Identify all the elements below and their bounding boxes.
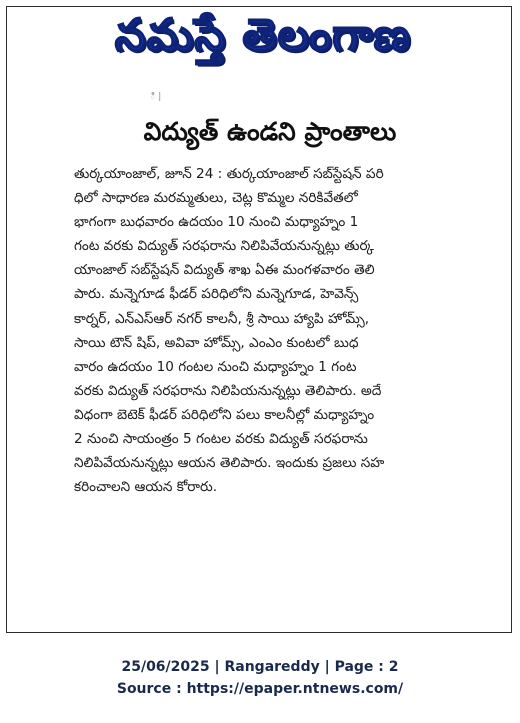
cut-text-fragment: ి|: [150, 92, 165, 102]
article-line: పారు. మన్నెగూడ ఫీడర్‌ పరిధిలోని మన్నెగూడ, హెవెన్స్‌: [74, 286, 359, 303]
article-line: వారం ఉదయం 10 గంటల నుంచి మధ్యాహ్నం 1 గంట: [74, 358, 357, 375]
article-headline: విద్యుత్‌ ఉండని ప్రాంతాలు: [143, 117, 397, 146]
newspaper-masthead-logo: నమస్తే తెలంగాణ: [114, 10, 412, 61]
source-url: Source : https://epaper.ntnews.com/: [116, 681, 404, 697]
article-line: విధంగా బెటెక్‌ ఫీడర్‌ పరిధిలోని పలు కాలనీల్లో మధ్యాహ్నం: [74, 406, 375, 423]
article-line: సాయి టౌన్‌ షిప్‌, అవివా హోమ్స్‌, ఎంఎం కుంటలో బుధ: [74, 334, 359, 351]
article-line: భాగంగా బుధవారం ఉదయం 10 నుంచి మధ్యాహ్నం 1: [74, 214, 359, 231]
article-body: [74, 162, 494, 499]
article-line: కార్నర్‌, ఎన్‌ఎస్‌ఆర్‌ నగర్‌ కాలనీ, శ్రీ సాయి హ్యాపి హోమ్స్‌,: [74, 310, 370, 327]
article-line: గంట వరకు విద్యుత్‌ సరఫరాను నిలిపివేయనున్నట్లు తుర్క: [74, 238, 374, 255]
source-footer: [0, 656, 520, 700]
article-line: కరించాలని ఆయన కోరారు.: [74, 479, 218, 496]
article-line: తుర్కయాంజాల్‌, జూన్‌ 24 : తుర్కయాంజాల్‌ సబ్‌స్టేషన్‌ పరి: [74, 166, 384, 182]
article-line: నిలిపివేయనున్నట్లు ఆయన తెలిపారు. ఇందుకు ప్రజలు సహ: [74, 455, 385, 472]
article-line: ధిలో సాధారణ మరమ్మతులు, చెట్ల కొమ్మల నరికివేతలో: [74, 190, 358, 207]
edition-info: 25/06/2025 | Rangareddy | Page : 2: [121, 659, 399, 675]
article-line: 2 నుంచి సాయంత్రం 5 గంటల వరకు విద్యుత్‌ సరఫరాను: [74, 431, 368, 448]
article-line: యాంజాల్‌ సబ్‌స్టేషన్‌ విద్యుత్‌ శాఖ ఏఈ మంగళవారం తెలి: [74, 262, 375, 279]
article-line: వరకు విద్యుత్‌ సరఫరాను నిలిపియనున్నట్లు తెలిపారు. అదే: [74, 382, 382, 399]
